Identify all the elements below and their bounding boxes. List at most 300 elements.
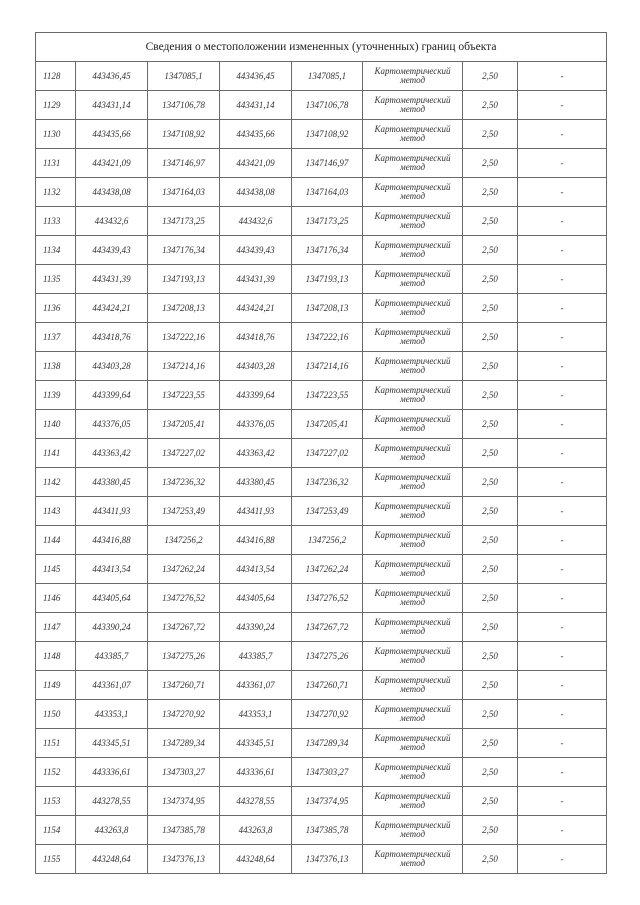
table-row — [36, 352, 607, 381]
y-new-cell: 1347303,27 — [292, 758, 363, 787]
y-new-cell: 1347260,71 — [292, 671, 363, 700]
point-number-cell: 1137 — [36, 323, 76, 352]
y-old-cell: 1347146,97 — [148, 149, 220, 178]
method-line-1: Картометрический — [374, 704, 451, 714]
y-new-cell: 1347176,34 — [292, 236, 363, 265]
method-cell — [363, 758, 463, 787]
accuracy-cell: 2,50 — [463, 236, 518, 265]
method-line-2: метод — [399, 75, 426, 85]
point-number-cell: 1135 — [36, 265, 76, 294]
table-row — [36, 787, 607, 816]
accuracy-cell: 2,50 — [463, 787, 518, 816]
point-number-cell: 1132 — [36, 178, 76, 207]
table-row — [36, 62, 607, 91]
y-old-cell: 1347214,16 — [148, 352, 220, 381]
y-old-cell: 1347227,02 — [148, 439, 220, 468]
x-new-cell: 443405,64 — [220, 584, 292, 613]
table-row — [36, 439, 607, 468]
method-line-1: Картометрический — [374, 327, 451, 337]
description-cell: - — [518, 265, 607, 294]
table-title: Сведения о местоположении измененных (уточненных) границ объекта — [36, 33, 607, 62]
y-new-cell: 1347222,16 — [292, 323, 363, 352]
table-row — [36, 120, 607, 149]
x-old-cell: 443424,21 — [76, 294, 148, 323]
y-old-cell: 1347275,26 — [148, 642, 220, 671]
method-line-2: метод — [399, 278, 426, 288]
x-old-cell: 443431,39 — [76, 265, 148, 294]
description-cell: - — [518, 323, 607, 352]
accuracy-cell: 2,50 — [463, 497, 518, 526]
method-line-2: метод — [399, 452, 426, 462]
description-cell: - — [518, 236, 607, 265]
point-number-cell: 1128 — [36, 62, 76, 91]
point-number-cell: 1136 — [36, 294, 76, 323]
x-old-cell: 443399,64 — [76, 381, 148, 410]
y-old-cell: 1347205,41 — [148, 410, 220, 439]
y-new-cell: 1347253,49 — [292, 497, 363, 526]
y-old-cell: 1347303,27 — [148, 758, 220, 787]
method-line-1: Картометрический — [374, 791, 451, 801]
table-row — [36, 584, 607, 613]
method-line-1: Картометрический — [374, 182, 451, 192]
method-line-1: Картометрический — [374, 385, 451, 395]
accuracy-cell: 2,50 — [463, 178, 518, 207]
x-new-cell: 443421,09 — [220, 149, 292, 178]
table-row — [36, 729, 607, 758]
x-old-cell: 443418,76 — [76, 323, 148, 352]
method-line-2: метод — [399, 597, 426, 607]
y-old-cell: 1347267,72 — [148, 613, 220, 642]
point-number-cell: 1141 — [36, 439, 76, 468]
x-new-cell: 443361,07 — [220, 671, 292, 700]
description-cell: - — [518, 816, 607, 845]
method-line-2: метод — [399, 684, 426, 694]
method-line-2: метод — [399, 742, 426, 752]
description-cell: - — [518, 671, 607, 700]
y-new-cell: 1347223,55 — [292, 381, 363, 410]
table-body — [36, 62, 607, 874]
x-new-cell: 443435,66 — [220, 120, 292, 149]
description-cell: - — [518, 62, 607, 91]
y-new-cell: 1347106,78 — [292, 91, 363, 120]
accuracy-cell: 2,50 — [463, 410, 518, 439]
x-old-cell: 443436,45 — [76, 62, 148, 91]
method-cell — [363, 410, 463, 439]
method-cell — [363, 323, 463, 352]
x-new-cell: 443424,21 — [220, 294, 292, 323]
method-line-2: метод — [399, 510, 426, 520]
table-row — [36, 207, 607, 236]
description-cell: - — [518, 613, 607, 642]
table-row — [36, 816, 607, 845]
x-old-cell: 443336,61 — [76, 758, 148, 787]
x-new-cell: 443345,51 — [220, 729, 292, 758]
description-cell: - — [518, 497, 607, 526]
method-line-1: Картометрический — [374, 588, 451, 598]
point-number-cell: 1148 — [36, 642, 76, 671]
description-cell: - — [518, 381, 607, 410]
method-line-1: Картометрический — [374, 414, 451, 424]
method-line-2: метод — [399, 307, 426, 317]
method-line-2: метод — [399, 568, 426, 578]
x-old-cell: 443361,07 — [76, 671, 148, 700]
method-line-1: Картометрический — [374, 820, 451, 830]
x-new-cell: 443385,7 — [220, 642, 292, 671]
accuracy-cell: 2,50 — [463, 62, 518, 91]
description-cell: - — [518, 468, 607, 497]
y-new-cell: 1347256,2 — [292, 526, 363, 555]
accuracy-cell: 2,50 — [463, 729, 518, 758]
point-number-cell: 1146 — [36, 584, 76, 613]
method-line-1: Картометрический — [374, 530, 451, 540]
description-cell: - — [518, 845, 607, 874]
x-new-cell: 443263,8 — [220, 816, 292, 845]
x-new-cell: 443336,61 — [220, 758, 292, 787]
x-new-cell: 443363,42 — [220, 439, 292, 468]
y-old-cell: 1347374,95 — [148, 787, 220, 816]
description-cell: - — [518, 91, 607, 120]
description-cell: - — [518, 642, 607, 671]
table-row — [36, 613, 607, 642]
table-row — [36, 294, 607, 323]
x-new-cell: 443376,05 — [220, 410, 292, 439]
x-new-cell: 443418,76 — [220, 323, 292, 352]
y-new-cell: 1347374,95 — [292, 787, 363, 816]
y-old-cell: 1347385,78 — [148, 816, 220, 845]
table-row — [36, 758, 607, 787]
y-old-cell: 1347173,25 — [148, 207, 220, 236]
method-cell — [363, 207, 463, 236]
y-old-cell: 1347164,03 — [148, 178, 220, 207]
method-cell — [363, 439, 463, 468]
accuracy-cell: 2,50 — [463, 149, 518, 178]
x-new-cell: 443278,55 — [220, 787, 292, 816]
point-number-cell: 1155 — [36, 845, 76, 874]
boundary-document — [35, 32, 606, 874]
method-cell — [363, 178, 463, 207]
method-cell — [363, 352, 463, 381]
x-new-cell: 443380,45 — [220, 468, 292, 497]
y-old-cell: 1347193,13 — [148, 265, 220, 294]
method-line-2: метод — [399, 162, 426, 172]
accuracy-cell: 2,50 — [463, 700, 518, 729]
x-old-cell: 443363,42 — [76, 439, 148, 468]
x-new-cell: 443431,39 — [220, 265, 292, 294]
method-line-2: метод — [399, 249, 426, 259]
method-line-1: Картометрический — [374, 501, 451, 511]
y-new-cell: 1347173,25 — [292, 207, 363, 236]
method-cell — [363, 671, 463, 700]
accuracy-cell: 2,50 — [463, 323, 518, 352]
table-row — [36, 381, 607, 410]
method-cell — [363, 584, 463, 613]
method-line-1: Картометрический — [374, 646, 451, 656]
y-new-cell: 1347164,03 — [292, 178, 363, 207]
point-number-cell: 1150 — [36, 700, 76, 729]
y-new-cell: 1347262,24 — [292, 555, 363, 584]
method-cell — [363, 526, 463, 555]
method-cell — [363, 642, 463, 671]
accuracy-cell: 2,50 — [463, 294, 518, 323]
y-old-cell: 1347108,92 — [148, 120, 220, 149]
method-cell — [363, 294, 463, 323]
x-old-cell: 443439,43 — [76, 236, 148, 265]
description-cell: - — [518, 294, 607, 323]
method-cell — [363, 62, 463, 91]
point-number-cell: 1149 — [36, 671, 76, 700]
x-new-cell: 443432,6 — [220, 207, 292, 236]
method-line-1: Картометрический — [374, 472, 451, 482]
method-line-2: метод — [399, 858, 426, 868]
x-old-cell: 443376,05 — [76, 410, 148, 439]
y-old-cell: 1347260,71 — [148, 671, 220, 700]
x-new-cell: 443436,45 — [220, 62, 292, 91]
accuracy-cell: 2,50 — [463, 91, 518, 120]
method-cell — [363, 265, 463, 294]
point-number-cell: 1139 — [36, 381, 76, 410]
table-row — [36, 845, 607, 874]
method-line-1: Картометрический — [374, 211, 451, 221]
accuracy-cell: 2,50 — [463, 265, 518, 294]
x-new-cell: 443403,28 — [220, 352, 292, 381]
description-cell: - — [518, 729, 607, 758]
table-row — [36, 178, 607, 207]
description-cell: - — [518, 178, 607, 207]
y-new-cell: 1347108,92 — [292, 120, 363, 149]
table-row — [36, 91, 607, 120]
table-row — [36, 526, 607, 555]
method-cell — [363, 120, 463, 149]
y-old-cell: 1347106,78 — [148, 91, 220, 120]
description-cell: - — [518, 352, 607, 381]
method-cell — [363, 149, 463, 178]
method-line-2: метод — [399, 539, 426, 549]
method-line-2: метод — [399, 423, 426, 433]
x-old-cell: 443248,64 — [76, 845, 148, 874]
table-row — [36, 497, 607, 526]
point-number-cell: 1152 — [36, 758, 76, 787]
x-old-cell: 443421,09 — [76, 149, 148, 178]
x-new-cell: 443411,93 — [220, 497, 292, 526]
description-cell: - — [518, 207, 607, 236]
method-line-1: Картометрический — [374, 356, 451, 366]
x-old-cell: 443405,64 — [76, 584, 148, 613]
point-number-cell: 1138 — [36, 352, 76, 381]
method-line-2: метод — [399, 626, 426, 636]
method-line-1: Картометрический — [374, 66, 451, 76]
point-number-cell: 1142 — [36, 468, 76, 497]
method-line-2: метод — [399, 481, 426, 491]
method-line-1: Картометрический — [374, 124, 451, 134]
accuracy-cell: 2,50 — [463, 816, 518, 845]
table-row — [36, 468, 607, 497]
method-cell — [363, 236, 463, 265]
x-old-cell: 443403,28 — [76, 352, 148, 381]
description-cell: - — [518, 439, 607, 468]
point-number-cell: 1130 — [36, 120, 76, 149]
accuracy-cell: 2,50 — [463, 613, 518, 642]
y-new-cell: 1347208,13 — [292, 294, 363, 323]
accuracy-cell: 2,50 — [463, 120, 518, 149]
y-new-cell: 1347276,52 — [292, 584, 363, 613]
y-old-cell: 1347256,2 — [148, 526, 220, 555]
x-new-cell: 443438,08 — [220, 178, 292, 207]
table-row — [36, 642, 607, 671]
table-row — [36, 555, 607, 584]
method-cell — [363, 787, 463, 816]
method-cell — [363, 555, 463, 584]
method-cell — [363, 381, 463, 410]
method-line-1: Картометрический — [374, 298, 451, 308]
method-cell — [363, 468, 463, 497]
method-cell — [363, 91, 463, 120]
method-line-2: метод — [399, 800, 426, 810]
boundary-table — [35, 32, 607, 874]
x-old-cell: 443431,14 — [76, 91, 148, 120]
y-new-cell: 1347275,26 — [292, 642, 363, 671]
method-line-1: Картометрический — [374, 95, 451, 105]
y-new-cell: 1347085,1 — [292, 62, 363, 91]
method-line-1: Картометрический — [374, 733, 451, 743]
y-new-cell: 1347289,34 — [292, 729, 363, 758]
method-line-1: Картометрический — [374, 269, 451, 279]
point-number-cell: 1151 — [36, 729, 76, 758]
method-line-2: метод — [399, 133, 426, 143]
accuracy-cell: 2,50 — [463, 555, 518, 584]
point-number-cell: 1143 — [36, 497, 76, 526]
description-cell: - — [518, 410, 607, 439]
method-line-2: метод — [399, 365, 426, 375]
method-line-2: метод — [399, 104, 426, 114]
x-old-cell: 443385,7 — [76, 642, 148, 671]
x-old-cell: 443432,6 — [76, 207, 148, 236]
x-old-cell: 443411,93 — [76, 497, 148, 526]
y-new-cell: 1347385,78 — [292, 816, 363, 845]
x-old-cell: 443353,1 — [76, 700, 148, 729]
method-line-1: Картометрический — [374, 240, 451, 250]
method-line-1: Картометрический — [374, 443, 451, 453]
method-cell — [363, 816, 463, 845]
x-old-cell: 443345,51 — [76, 729, 148, 758]
method-line-2: метод — [399, 713, 426, 723]
x-old-cell: 443263,8 — [76, 816, 148, 845]
y-new-cell: 1347376,13 — [292, 845, 363, 874]
table-row — [36, 265, 607, 294]
y-old-cell: 1347208,13 — [148, 294, 220, 323]
y-old-cell: 1347222,16 — [148, 323, 220, 352]
y-new-cell: 1347205,41 — [292, 410, 363, 439]
method-line-2: метод — [399, 220, 426, 230]
method-cell — [363, 700, 463, 729]
method-line-2: метод — [399, 829, 426, 839]
table-row — [36, 149, 607, 178]
y-new-cell: 1347214,16 — [292, 352, 363, 381]
table-row — [36, 671, 607, 700]
x-old-cell: 443278,55 — [76, 787, 148, 816]
table-row — [36, 410, 607, 439]
point-number-cell: 1129 — [36, 91, 76, 120]
description-cell: - — [518, 758, 607, 787]
y-old-cell: 1347276,52 — [148, 584, 220, 613]
x-new-cell: 443399,64 — [220, 381, 292, 410]
y-old-cell: 1347085,1 — [148, 62, 220, 91]
method-line-1: Картометрический — [374, 153, 451, 163]
point-number-cell: 1154 — [36, 816, 76, 845]
point-number-cell: 1133 — [36, 207, 76, 236]
accuracy-cell: 2,50 — [463, 207, 518, 236]
y-new-cell: 1347236,32 — [292, 468, 363, 497]
point-number-cell: 1153 — [36, 787, 76, 816]
y-old-cell: 1347376,13 — [148, 845, 220, 874]
method-cell — [363, 729, 463, 758]
accuracy-cell: 2,50 — [463, 758, 518, 787]
method-line-2: метод — [399, 336, 426, 346]
x-old-cell: 443390,24 — [76, 613, 148, 642]
method-cell — [363, 497, 463, 526]
description-cell: - — [518, 584, 607, 613]
description-cell: - — [518, 120, 607, 149]
accuracy-cell: 2,50 — [463, 468, 518, 497]
method-cell — [363, 845, 463, 874]
accuracy-cell: 2,50 — [463, 439, 518, 468]
y-new-cell: 1347146,97 — [292, 149, 363, 178]
accuracy-cell: 2,50 — [463, 352, 518, 381]
point-number-cell: 1134 — [36, 236, 76, 265]
method-line-1: Картометрический — [374, 559, 451, 569]
description-cell: - — [518, 526, 607, 555]
x-old-cell: 443380,45 — [76, 468, 148, 497]
x-new-cell: 443439,43 — [220, 236, 292, 265]
y-old-cell: 1347253,49 — [148, 497, 220, 526]
table-row — [36, 700, 607, 729]
y-old-cell: 1347176,34 — [148, 236, 220, 265]
x-old-cell: 443435,66 — [76, 120, 148, 149]
description-cell: - — [518, 700, 607, 729]
method-line-1: Картометрический — [374, 762, 451, 772]
x-new-cell: 443353,1 — [220, 700, 292, 729]
table-row — [36, 236, 607, 265]
y-old-cell: 1347270,92 — [148, 700, 220, 729]
method-line-2: метод — [399, 394, 426, 404]
description-cell: - — [518, 555, 607, 584]
accuracy-cell: 2,50 — [463, 526, 518, 555]
y-new-cell: 1347270,92 — [292, 700, 363, 729]
x-old-cell: 443438,08 — [76, 178, 148, 207]
method-line-2: метод — [399, 655, 426, 665]
y-new-cell: 1347267,72 — [292, 613, 363, 642]
accuracy-cell: 2,50 — [463, 671, 518, 700]
accuracy-cell: 2,50 — [463, 381, 518, 410]
x-new-cell: 443431,14 — [220, 91, 292, 120]
point-number-cell: 1145 — [36, 555, 76, 584]
description-cell: - — [518, 787, 607, 816]
point-number-cell: 1131 — [36, 149, 76, 178]
x-new-cell: 443248,64 — [220, 845, 292, 874]
point-number-cell: 1144 — [36, 526, 76, 555]
x-new-cell: 443416,88 — [220, 526, 292, 555]
method-line-1: Картометрический — [374, 675, 451, 685]
method-line-1: Картометрический — [374, 617, 451, 627]
method-cell — [363, 613, 463, 642]
y-new-cell: 1347227,02 — [292, 439, 363, 468]
point-number-cell: 1147 — [36, 613, 76, 642]
y-old-cell: 1347236,32 — [148, 468, 220, 497]
description-cell: - — [518, 149, 607, 178]
table-row — [36, 323, 607, 352]
accuracy-cell: 2,50 — [463, 642, 518, 671]
accuracy-cell: 2,50 — [463, 845, 518, 874]
x-new-cell: 443413,54 — [220, 555, 292, 584]
